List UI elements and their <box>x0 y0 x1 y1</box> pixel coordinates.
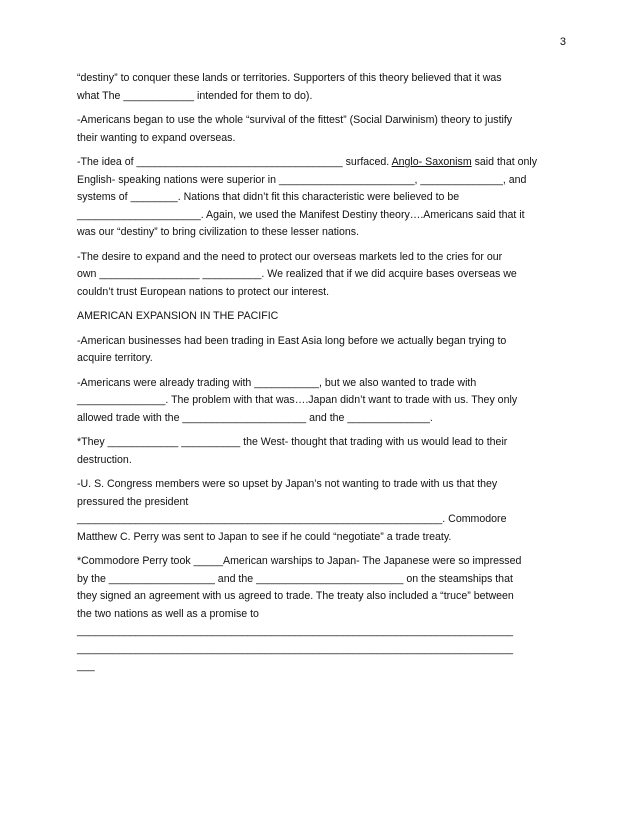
text-line: ______________________________________________________________. Commodore <box>77 513 507 525</box>
text-segment: -The idea of ___________________________________ surfaced. <box>77 156 392 168</box>
page-number: 3 <box>559 36 566 48</box>
paragraph-destiny <box>77 70 567 105</box>
text-line: pressured the president <box>77 495 189 508</box>
text-line: “destiny” to conquer these lands or territories. Supporters of this theory believed that it was <box>77 72 502 84</box>
text-segment: said that only <box>471 156 538 168</box>
paragraph-perry <box>77 553 567 676</box>
text-line: by the __________________ and the _________________________ on the steamships that <box>77 572 513 585</box>
paragraph-congress <box>77 476 567 546</box>
section-heading <box>77 308 567 326</box>
document-body <box>77 70 567 683</box>
paragraph-trading <box>77 375 567 428</box>
text-line: -Americans were already trading with ___________, but we also wanted to trade with <box>77 376 477 389</box>
text-line: own _________________ __________. We realized that if we did acquire bases overseas we <box>77 268 517 280</box>
text-line: Matthew C. Perry was sent to Japan to see if he could “negotiate” a trade treaty. <box>77 530 452 543</box>
underlined-term: Anglo- Saxonism <box>391 156 472 168</box>
paragraph-social-darwinism <box>77 112 567 147</box>
blank-line: ___ <box>77 660 95 672</box>
text-line: -U. S. Congress members were so upset by Japan’s not wanting to trade with us that they <box>77 478 498 490</box>
paragraph-anglo-saxonism <box>77 154 567 242</box>
text-line: what The ____________ intended for them to do). <box>77 89 313 102</box>
text-line: *They ____________ __________ the West- thought that trading with us would lead to their <box>77 436 508 448</box>
paragraph-west <box>77 434 567 469</box>
text-line: the two nations as well as a promise to <box>77 607 259 620</box>
text-line: was our “destiny” to bring civilization to these lesser nations. <box>77 226 360 238</box>
heading-text: AMERICAN EXPANSION IN THE PACIFIC <box>77 310 279 322</box>
text-line: -Americans began to use the whole “survival of the fittest” (Social Darwinism) theory to justify <box>77 114 513 126</box>
text-line: couldn’t trust European nations to protect our interest. <box>77 285 330 298</box>
text-line: *Commodore Perry took _____American warships to Japan- The Japanese were so impressed <box>77 555 522 567</box>
text-line: _______________. The problem with that was….Japan didn’t want to trade with us. They only <box>77 394 518 406</box>
paragraph-east-asia <box>77 333 567 368</box>
text-line <box>77 154 567 172</box>
text-line: -The desire to expand and the need to protect our overseas markets led to the cries for our <box>77 250 503 263</box>
text-line: they signed an agreement with us agreed to trade. The treaty also included a “truce” between <box>77 590 514 602</box>
text-line: English- speaking nations were superior in _______________________, ______________, and <box>77 173 527 186</box>
text-line: -American businesses had been trading in East Asia long before we actually began trying to <box>77 334 507 347</box>
blank-line: __________________________________________________________________________ <box>77 642 513 655</box>
text-line: destruction. <box>77 453 132 466</box>
paragraph-overseas-markets <box>77 249 567 302</box>
text-line: _____________________. Again, we used the Manifest Destiny theory….Americans said that it <box>77 208 525 221</box>
text-line: systems of ________. Nations that didn’t fit this characteristic were believed to be <box>77 191 460 203</box>
text-line: allowed trade with the _____________________ and the ______________. <box>77 411 433 424</box>
blank-line: __________________________________________________________________________ <box>77 625 513 637</box>
text-line: their wanting to expand overseas. <box>77 131 236 144</box>
text-line: acquire territory. <box>77 352 153 364</box>
